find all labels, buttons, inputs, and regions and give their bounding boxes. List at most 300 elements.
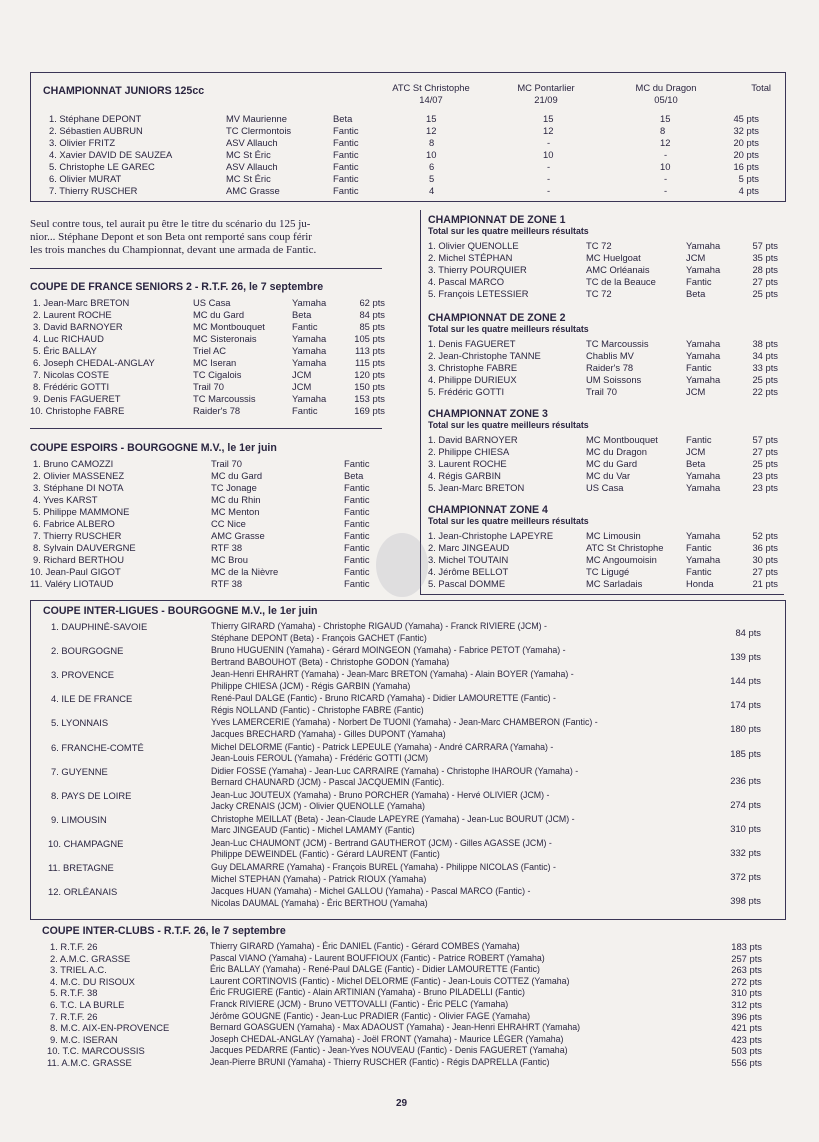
table-row: [30, 1057, 784, 1069]
club-riders: Franck RIVIERE (JCM) - Bruno VETTOVALLI (Fantic) - Éric PELC (Yamaha): [210, 999, 509, 1009]
club-name: 5. R.T.F. 38: [50, 987, 98, 999]
rider-club: RTF 38: [211, 542, 243, 553]
rider-club: MC St Éric: [226, 149, 271, 160]
rider-bike: Fantic: [344, 482, 370, 493]
pts: 23 pts: [752, 470, 778, 481]
watermark-shape: [372, 530, 432, 600]
score-3: 15: [660, 113, 671, 124]
intro-line: les trois manches du Championnat, devant une armada de Fantic.: [30, 244, 317, 256]
pts: 28 pts: [752, 264, 778, 275]
table-row: [428, 554, 780, 566]
zone-1-title: CHAMPIONNAT DE ZONE 1: [428, 214, 566, 226]
rider-club: MC du Gard: [586, 458, 638, 469]
rider-club: TC 72: [586, 240, 612, 251]
score-2: -: [547, 161, 551, 172]
score-3: -: [664, 149, 668, 160]
table-row: [428, 276, 780, 288]
club-pts: 423 pts: [731, 1033, 762, 1045]
rider-bike: Fantic: [333, 185, 359, 196]
zone-3-title: CHAMPIONNAT ZONE 3: [428, 408, 548, 420]
pts: 36 pts: [752, 542, 778, 553]
score-1: 6: [429, 161, 435, 172]
rider-bike: Fantic: [344, 494, 370, 505]
rider-name: 4. Philippe DURIEUX: [428, 374, 517, 385]
total-pts: 20 pts: [733, 149, 759, 160]
rider-name: 1. Bruno CAMOZZI: [33, 458, 114, 469]
rider-club: CC Nice: [211, 518, 246, 529]
juniors-table: [31, 113, 785, 203]
table-row: [30, 987, 784, 999]
rider-name: 9. Denis FAGUERET: [33, 393, 121, 404]
list-item: [31, 790, 785, 814]
rider-name: 2. Laurent ROCHE: [33, 309, 112, 320]
table-row: [30, 1034, 784, 1046]
team-pts: 185 pts: [730, 747, 761, 759]
rider-club: MC du Dragon: [586, 446, 647, 457]
rider-name: 10. Jean-Paul GIGOT: [30, 566, 121, 577]
juniors-event-2-date: 21/09: [534, 94, 558, 105]
interligues-title: COUPE INTER-LIGUES - BOURGOGNE M.V., le 1er juin: [43, 605, 318, 617]
pts: 57 pts: [752, 240, 778, 251]
rider-name: 9. Richard BERTHOU: [33, 554, 124, 565]
rider-name: 1. Stéphane DEPONT: [49, 113, 142, 124]
table-row: [428, 252, 780, 264]
rider-club: MC du Var: [586, 470, 631, 481]
rider-name: 1. Olivier QUENOLLE: [428, 240, 519, 251]
zones-bottom-rule: [420, 594, 784, 595]
rider-name: 2. Marc JINGEAUD: [428, 542, 510, 553]
score-1: 10: [426, 149, 437, 160]
rider-club: MC Sarladais: [586, 578, 643, 589]
rider-bike: Yamaha: [686, 350, 721, 361]
club-name: 11. A.M.C. GRASSE: [47, 1057, 132, 1068]
club-name: 6. T.C. LA BURLE: [50, 999, 125, 1010]
rider-bike: Yamaha: [292, 345, 327, 356]
rider-bike: Yamaha: [686, 470, 721, 481]
pts: 105 pts: [354, 333, 385, 344]
rider-club: ASV Allauch: [226, 137, 278, 148]
table-row: [30, 405, 390, 417]
zone-3-block: [428, 408, 784, 498]
rider-club: TC 72: [586, 288, 612, 299]
juniors-box: [30, 72, 786, 202]
team-riders-1: Jean-Henri EHRAHRT (Yamaha) - Jean-Marc BRETON (Yamaha) - Alain BOYER (Yamaha) -: [211, 669, 574, 680]
table-row: [30, 494, 390, 506]
rider-club: TC Marcoussis: [193, 393, 256, 404]
rider-bike: JCM: [292, 381, 312, 392]
rider-name: 6. Joseph CHEDAL-ANGLAY: [33, 357, 155, 368]
rider-club: AMC Orléanais: [586, 264, 650, 275]
score-3: 10: [660, 161, 671, 172]
table-row: [428, 264, 780, 276]
rider-name: 5. Philippe MAMMONE: [33, 506, 130, 517]
rider-bike: Fantic: [344, 506, 370, 517]
club-riders: Joseph CHEDAL-ANGLAY (Yamaha) - Joël FRONT (Yamaha) - Maurice LÉGER (Yamaha): [210, 1033, 564, 1044]
rider-club: MC Sisteronais: [193, 333, 257, 344]
table-row: [30, 566, 390, 578]
club-riders: Jean-Pierre BRUNI (Yamaha) - Thierry RUSCHER (Fantic) - Régis DAPRELLA (Fantic): [210, 1057, 550, 1067]
rider-name: 2. Philippe CHIESA: [428, 446, 510, 457]
club-riders: Éric BALLAY (Yamaha) - René-Paul DALGE (Fantic) - Didier LAMOURETTE (Fantic): [210, 964, 540, 975]
table-row: [30, 345, 390, 357]
score-1: 15: [426, 113, 437, 124]
rider-bike: Fantic: [344, 578, 370, 589]
zone-2-table: [428, 338, 780, 398]
zone-3-subtitle: Total sur les quatre meilleurs résultats: [428, 420, 589, 430]
rider-bike: Yamaha: [686, 240, 721, 251]
team-pts: 139 pts: [730, 651, 761, 663]
team-riders-1: Christophe MEILLAT (Beta) - Jean-Claude LAPEYRE (Yamaha) - Jean-Luc BOURUT (JCM) -: [211, 813, 575, 824]
rider-bike: Beta: [333, 113, 353, 124]
club-riders: Pascal VIANO (Yamaha) - Laurent BOUFFIOUX (Fantic) - Patrice ROBERT (Yamaha): [210, 952, 545, 963]
zone-4-subtitle: Total sur les quatre meilleurs résultats: [428, 516, 589, 526]
interclubs-table: [30, 941, 784, 1073]
rider-name: 5. Christophe LE GAREC: [49, 161, 155, 172]
rider-club: MC du Gard: [193, 309, 245, 320]
zone-3-table: [428, 434, 780, 494]
score-2: 15: [543, 113, 554, 124]
rider-club: US Casa: [586, 482, 624, 493]
rider-bike: Fantic: [344, 458, 370, 469]
rider-bike: Fantic: [686, 566, 712, 577]
pts: 27 pts: [752, 276, 778, 287]
total-pts: 16 pts: [733, 161, 759, 172]
team-riders-2: Jacques BRECHARD (Yamaha) - Gilles DUPONT (Yamaha): [211, 728, 446, 739]
rider-bike: Fantic: [344, 542, 370, 553]
pts: 25 pts: [752, 288, 778, 299]
rider-club: MC Limousin: [586, 530, 641, 541]
team-riders-2: Philippe CHIESA (JCM) - Régis GARBIN (Yamaha): [211, 680, 411, 691]
score-2: 12: [543, 125, 554, 136]
team-riders-1: Yves LAMERCERIE (Yamaha) - Norbert De TUONI (Yamaha) - Jean-Marc CHAMBERON (Fantic) -: [211, 717, 598, 728]
table-row: [428, 530, 780, 542]
rider-name: 11. Valéry LIOTAUD: [30, 578, 114, 589]
rider-club: MC du Gard: [211, 470, 263, 481]
score-1: 8: [429, 137, 435, 148]
total-pts: 32 pts: [733, 125, 759, 136]
club-pts: 257 pts: [731, 952, 762, 964]
pts: 25 pts: [752, 458, 778, 469]
rider-bike: Honda: [686, 578, 714, 589]
interclubs-title: COUPE INTER-CLUBS - R.T.F. 26, le 7 septembre: [42, 925, 286, 937]
rider-name: 3. Laurent ROCHE: [428, 458, 507, 469]
pts: 22 pts: [752, 386, 778, 397]
rider-club: Raider's 78: [193, 405, 241, 416]
table-row: [428, 350, 780, 362]
rider-name: 1. David BARNOYER: [428, 434, 518, 445]
score-2: -: [547, 137, 551, 148]
rider-bike: Fantic: [344, 566, 370, 577]
score-3: 8: [660, 125, 666, 136]
rider-club: ASV Allauch: [226, 161, 278, 172]
total-pts: 20 pts: [733, 137, 759, 148]
team-riders-1: Guy DELAMARRE (Yamaha) - François BUREL (Yamaha) - Philippe NICOLAS (Fantic) -: [211, 862, 556, 872]
score-2: 10: [543, 149, 554, 160]
club-name: 10. T.C. MARCOUSSIS: [47, 1045, 145, 1057]
team-pts: 174 pts: [730, 699, 761, 711]
rider-name: 8. Frédéric GOTTI: [33, 381, 110, 392]
rider-bike: Yamaha: [686, 264, 721, 275]
pts: 27 pts: [752, 566, 778, 577]
rider-bike: Yamaha: [686, 338, 721, 349]
team-pts: 274 pts: [730, 798, 761, 810]
rider-bike: Fantic: [344, 554, 370, 565]
rider-bike: Fantic: [344, 530, 370, 541]
rider-name: 4. Xavier DAVID DE SAUZEA: [49, 149, 173, 160]
rider-bike: Fantic: [333, 173, 359, 184]
total-pts: 45 pts: [733, 113, 759, 124]
team-pts: 332 pts: [730, 846, 761, 858]
rider-bike: Yamaha: [686, 374, 721, 385]
rider-name: 4. Yves KARST: [33, 494, 98, 505]
rider-club: TC Ligugé: [586, 566, 630, 577]
table-row: [30, 357, 390, 369]
rider-name: 1. Jean-Marc BRETON: [33, 297, 130, 308]
club-riders: Jérôme GOUGNE (Fantic) - Jean-Luc PRADIER (Fantic) - Olivier FAGE (Yamaha): [210, 1010, 531, 1021]
rider-name: 3. David BARNOYER: [33, 321, 123, 332]
seniors-title: COUPE DE FRANCE SENIORS 2 - R.T.F. 26, le 7 septembre: [30, 281, 324, 293]
pts: 27 pts: [752, 446, 778, 457]
rider-club: UM Soissons: [586, 374, 642, 385]
rider-name: 6. Olivier MURAT: [49, 173, 122, 184]
club-pts: 183 pts: [731, 941, 762, 952]
rider-name: 4. Luc RICHAUD: [33, 333, 104, 344]
table-row: [428, 386, 780, 398]
table-row: [30, 518, 390, 530]
team-riders-2: Bertrand BABOUHOT (Beta) - Christophe GODON (Yamaha): [211, 656, 450, 667]
rider-bike: Yamaha: [292, 297, 327, 308]
rider-name: 4. Jérôme BELLOT: [428, 566, 509, 577]
table-row: [30, 470, 390, 482]
espoirs-table: [30, 458, 390, 594]
team-name: 2. BOURGOGNE: [51, 645, 124, 657]
rider-name: 5. François LETESSIER: [428, 288, 529, 299]
team-riders-1: Jacques HUAN (Yamaha) - Michel GALLOU (Yamaha) - Pascal MARCO (Fantic) -: [211, 886, 531, 897]
list-item: [31, 693, 785, 717]
rider-bike: Beta: [344, 470, 364, 481]
score-3: -: [664, 185, 668, 196]
table-row: [30, 369, 390, 381]
table-row: [30, 554, 390, 566]
club-name: 4. M.C. DU RISOUX: [50, 975, 135, 987]
rider-name: 7. Nicolas COSTE: [33, 369, 110, 380]
team-name: 4. ILE DE FRANCE: [51, 693, 133, 705]
team-pts: 398 pts: [730, 895, 761, 907]
rider-name: 3. Stéphane DI NOTA: [33, 482, 124, 493]
watermark-logo: [372, 530, 432, 600]
table-row: [30, 333, 390, 345]
table-row: [30, 458, 390, 470]
rider-bike: Yamaha: [686, 482, 721, 493]
rider-club: MC Huelgoat: [586, 252, 641, 263]
team-pts: 310 pts: [730, 822, 761, 834]
rider-bike: JCM: [686, 446, 706, 457]
table-row: [30, 309, 390, 321]
rider-club: AMC Grasse: [211, 530, 265, 541]
juniors-total-header: Total: [751, 82, 771, 93]
club-pts: 556 pts: [731, 1057, 762, 1068]
team-name: 5. LYONNAIS: [51, 717, 109, 729]
rider-name: 3. Olivier FRITZ: [49, 137, 116, 148]
rider-name: 7. Thierry RUSCHER: [49, 185, 138, 196]
table-row: [428, 446, 780, 458]
table-row: [30, 976, 784, 988]
rider-name: 6. Fabrice ALBERO: [33, 518, 115, 529]
club-pts: 312 pts: [731, 999, 762, 1010]
club-riders: Jacques PEDARRE (Fantic) - Jean-Yves NOUVEAU (Fantic) - Denis FAGUERET (Yamaha): [210, 1045, 568, 1056]
zone-2-title: CHAMPIONNAT DE ZONE 2: [428, 312, 566, 324]
rider-bike: Fantic: [686, 542, 712, 553]
rider-club: MC Iseran: [193, 357, 237, 368]
club-pts: 503 pts: [731, 1045, 762, 1057]
rider-bike: Fantic: [686, 276, 712, 287]
rider-name: 1. Denis FAGUERET: [428, 338, 516, 349]
table-row: [30, 542, 390, 554]
score-1: 5: [429, 173, 435, 184]
table-row: [31, 173, 785, 185]
juniors-event-2: [491, 82, 601, 106]
pts: 33 pts: [752, 362, 778, 373]
rider-club: Trail 70: [211, 458, 242, 469]
rider-bike: Yamaha: [292, 357, 327, 368]
table-row: [31, 137, 785, 149]
rider-bike: Yamaha: [292, 333, 327, 344]
table-row: [428, 338, 780, 350]
rider-club: MC Montbouquet: [193, 321, 265, 332]
rider-club: TC de la Beauce: [586, 276, 656, 287]
table-row: [428, 240, 780, 252]
table-row: [30, 381, 390, 393]
table-row: [30, 578, 390, 590]
rider-name: 5. Pascal DOMME: [428, 578, 506, 589]
rider-club: MC Menton: [211, 506, 260, 517]
score-2: -: [547, 173, 551, 184]
table-row: [30, 393, 390, 405]
club-pts: 263 pts: [731, 964, 762, 976]
team-name: 11. BRETAGNE: [48, 862, 114, 873]
table-row: [30, 941, 784, 953]
list-item: [31, 717, 785, 741]
table-row: [31, 113, 785, 125]
team-riders-1: René-Paul DALGE (Fantic) - Bruno RICARD (Yamaha) - Didier LAMOURETTE (Fantic) -: [211, 693, 556, 704]
pts: 169 pts: [354, 405, 385, 416]
club-name: 1. R.T.F. 26: [50, 941, 98, 952]
club-name: 8. M.C. AIX-EN-PROVENCE: [50, 1022, 170, 1034]
intro-paragraph: [30, 218, 316, 257]
score-3: -: [664, 173, 668, 184]
table-row: [30, 321, 390, 333]
rider-club: TC Marcoussis: [586, 338, 649, 349]
team-riders-1: Thierry GIRARD (Yamaha) - Christophe RIGAUD (Yamaha) - Franck RIVIERE (JCM) -: [211, 621, 547, 631]
table-row: [428, 566, 780, 578]
juniors-event-3-date: 05/10: [654, 94, 678, 105]
table-row: [428, 542, 780, 554]
pts: 84 pts: [359, 309, 385, 320]
table-row: [428, 374, 780, 386]
table-row: [31, 149, 785, 161]
rider-bike: JCM: [686, 252, 706, 263]
rider-name: 5. Éric BALLAY: [33, 345, 97, 356]
rider-bike: JCM: [292, 369, 312, 380]
pts: 30 pts: [752, 554, 778, 565]
rider-bike: Fantic: [686, 362, 712, 373]
team-riders-2: Michel STEPHAN (Yamaha) - Patrick RIOUX (Yamaha): [211, 873, 427, 884]
seniors-table: [30, 297, 390, 421]
juniors-event-1-date: 14/07: [419, 94, 443, 105]
rider-club: MC Angoumoisin: [586, 554, 657, 565]
rider-bike: Fantic: [333, 149, 359, 160]
list-item: [31, 669, 785, 693]
table-row: [428, 434, 780, 446]
rider-name: 1. Jean-Christophe LAPEYRE: [428, 530, 554, 541]
espoirs-title: COUPE ESPOIRS - BOURGOGNE M.V., le 1er juin: [30, 442, 277, 454]
team-riders-1: Jean-Luc JOUTEUX (Yamaha) - Bruno PORCHER (Yamaha) - Hervé OLIVIER (JCM) -: [211, 789, 550, 800]
rider-bike: Fantic: [333, 125, 359, 136]
list-item: [31, 621, 785, 645]
pts: 25 pts: [752, 374, 778, 385]
rider-name: 2. Jean-Christophe TANNE: [428, 350, 541, 361]
rider-club: Triel AC: [193, 345, 226, 356]
pts: 113 pts: [354, 345, 385, 356]
rider-bike: Beta: [292, 309, 312, 320]
table-row: [31, 125, 785, 137]
total-pts: 5 pts: [738, 173, 759, 184]
list-item: [31, 742, 785, 766]
rider-name: 3. Christophe FABRE: [428, 362, 518, 373]
juniors-event-1: [376, 82, 486, 106]
juniors-event-2-name: MC Pontarlier: [517, 82, 575, 93]
rider-name: 5. Jean-Marc BRETON: [428, 482, 525, 493]
rider-name: 3. Thierry POURQUIER: [428, 264, 527, 275]
table-row: [30, 1011, 784, 1023]
team-name: 9. LIMOUSIN: [51, 813, 107, 825]
table-row: [428, 578, 780, 590]
list-item: [31, 838, 785, 862]
intro-line: Seul contre tous, tel aurait pu être le titre du scénario du 125 ju-: [30, 218, 311, 230]
team-riders-1: Bruno HUGUENIN (Yamaha) - Gérard MOINGEON (Yamaha) - Fabrice PETOT (Yamaha) -: [211, 645, 566, 656]
table-row: [428, 482, 780, 494]
team-pts: 180 pts: [730, 723, 761, 735]
rider-club: Chablis MV: [586, 350, 634, 361]
zone-1-table: [428, 240, 780, 300]
rider-club: RTF 38: [211, 578, 243, 589]
pts: 21 pts: [752, 578, 778, 589]
club-riders: Laurent CORTINOVIS (Fantic) - Michel DELORME (Fantic) - Jean-Louis COTTEZ (Yamaha): [210, 975, 570, 986]
zone-1-block: [428, 214, 784, 304]
zone-2-subtitle: Total sur les quatre meilleurs résultats: [428, 324, 589, 334]
rider-club: MC du Rhin: [211, 494, 261, 505]
rider-name: 10. Christophe FABRE: [30, 405, 125, 416]
team-riders-2: Philippe DEWEINDEL (Fantic) - Gérard LAURENT (Fantic): [211, 849, 440, 860]
rider-bike: Fantic: [344, 518, 370, 529]
table-row: [428, 362, 780, 374]
rider-name: 4. Régis GARBIN: [428, 470, 501, 481]
rider-bike: Fantic: [292, 321, 318, 332]
rider-club: US Casa: [193, 297, 231, 308]
club-pts: 310 pts: [731, 987, 762, 999]
rider-club: AMC Grasse: [226, 185, 280, 196]
table-row: [30, 964, 784, 976]
table-row: [30, 1022, 784, 1034]
team-name: 12. ORLÉANAIS: [48, 886, 118, 898]
table-row: [30, 953, 784, 965]
table-row: [30, 297, 390, 309]
rider-name: 2. Michel STÉPHAN: [428, 252, 513, 263]
team-name: 6. FRANCHE-COMTÉ: [51, 741, 144, 753]
rider-bike: Fantic: [292, 405, 318, 416]
rider-club: TC Cigalois: [193, 369, 242, 380]
rider-club: Raider's 78: [586, 362, 634, 373]
